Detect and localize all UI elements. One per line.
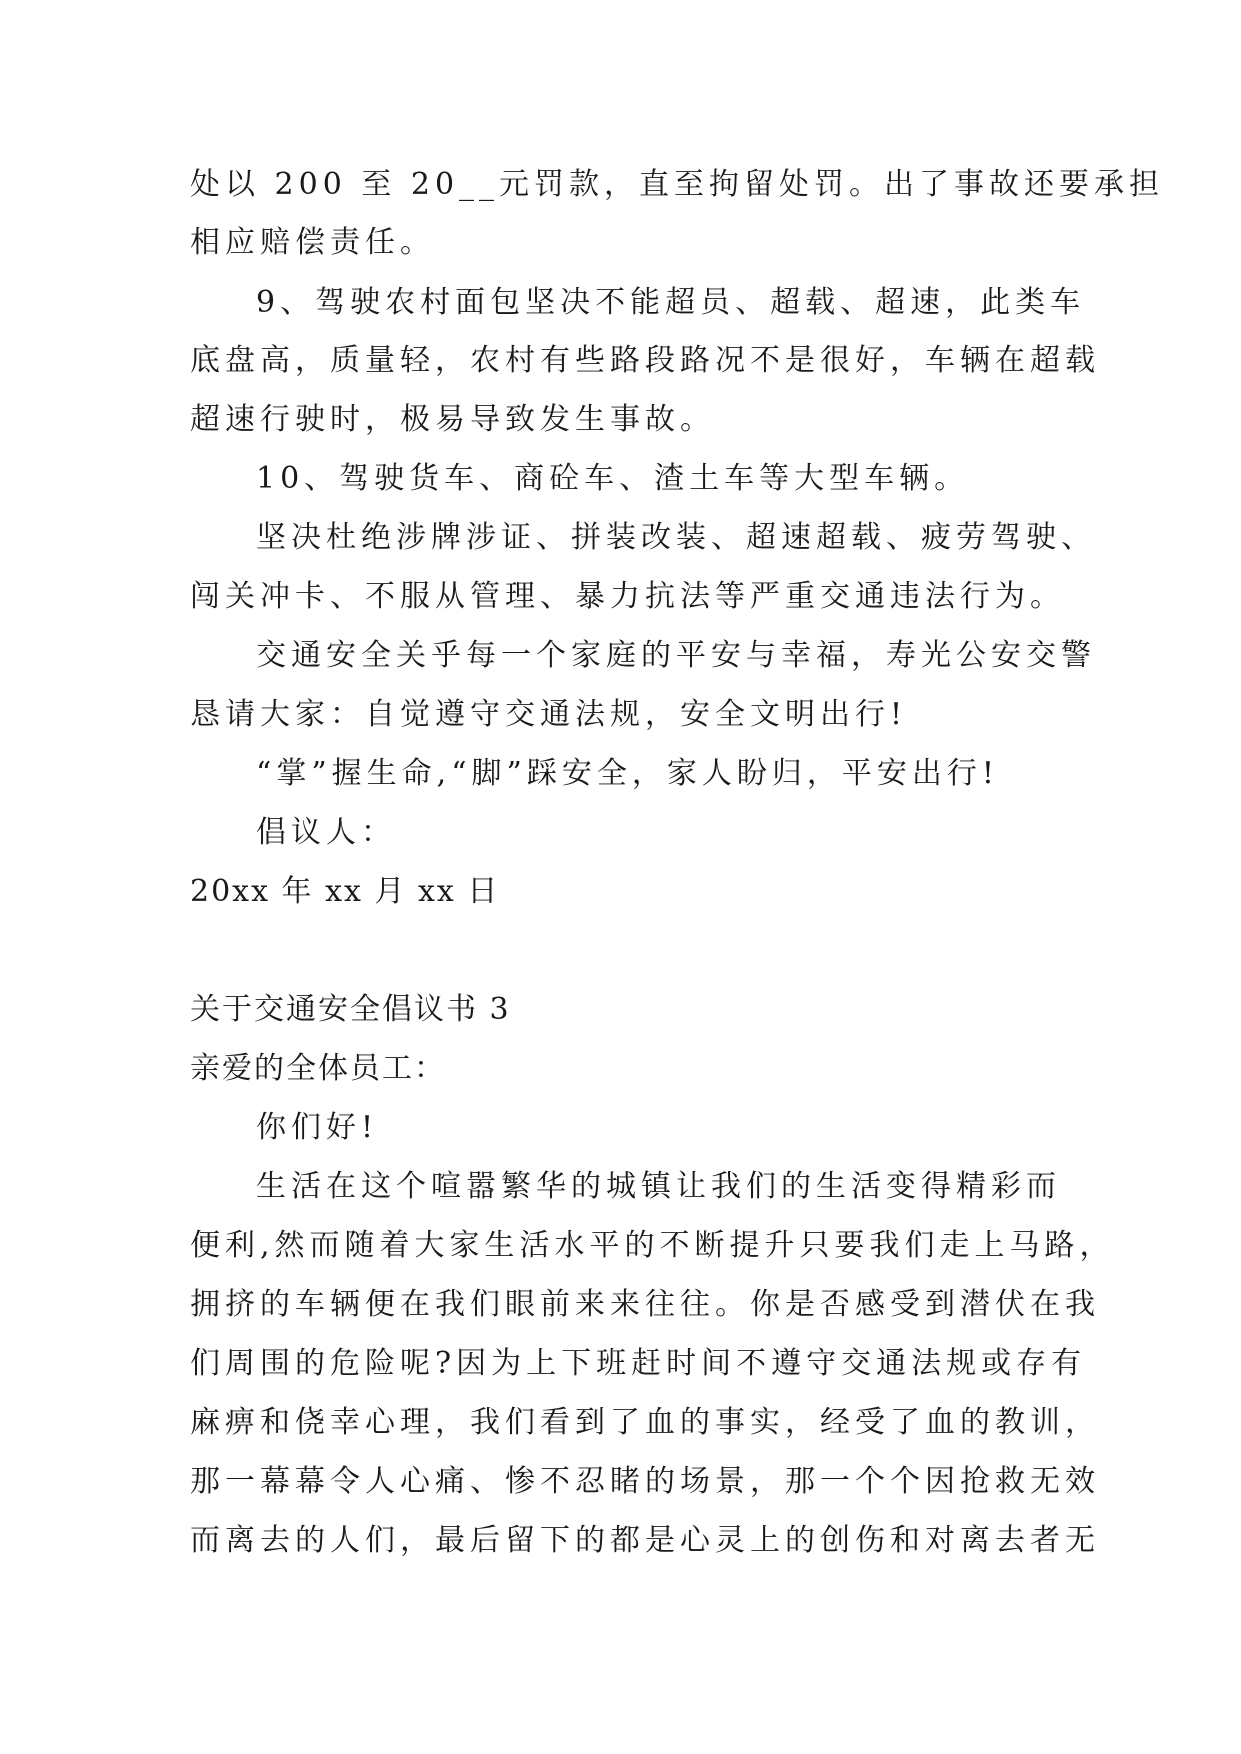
paragraph-line: 生活在这个喧嚣繁华的城镇让我们的生活变得精彩而 xyxy=(256,1169,1061,1204)
paragraph-line: 超速行驶时，极易导致发生事故。 xyxy=(190,402,715,437)
paragraph-line: 坚决杜绝涉牌涉证、拼装改装、超速超载、疲劳驾驶、 xyxy=(256,520,1096,555)
slogan-line: “掌”握生命,“脚”踩安全，家人盼归，平安出行! xyxy=(256,756,999,791)
paragraph-line: 闯关冲卡、不服从管理、暴力抗法等严重交通违法行为。 xyxy=(190,579,1065,614)
paragraph-line: 便利,然而随着大家生活水平的不断提升只要我们走上马路， xyxy=(190,1228,1115,1263)
paragraph-line: 处以 200 至 20__元罚款，直至拘留处罚。出了事故还要承担 xyxy=(190,167,1165,202)
salutation: 亲爱的全体员工： xyxy=(190,1051,446,1086)
paragraph-line: 而离去的人们，最后留下的都是心灵上的创伤和对离去者无 xyxy=(190,1523,1100,1558)
paragraph-line: 10、驾驶货车、商砼车、渣土车等大型车辆。 xyxy=(256,461,970,496)
paragraph-line: 麻痹和侥幸心理，我们看到了血的事实，经受了血的教训， xyxy=(190,1405,1100,1440)
paragraph-line: 那一幕幕令人心痛、惨不忍睹的场景，那一个个因抢救无效 xyxy=(190,1464,1100,1499)
paragraph-line: 9、驾驶农村面包坚决不能超员、超载、超速，此类车 xyxy=(256,285,1086,320)
section-title: 关于交通安全倡议书 3 xyxy=(190,992,511,1027)
paragraph-line: 相应赔偿责任。 xyxy=(190,225,435,260)
signatory-label: 倡议人： xyxy=(256,815,396,850)
paragraph-line: 底盘高，质量轻，农村有些路段路况不是很好，车辆在超载 xyxy=(190,343,1100,378)
date-line: 20xx 年 xx 月 xx 日 xyxy=(190,874,500,909)
paragraph-line: 交通安全关乎每一个家庭的平安与幸福，寿光公安交警 xyxy=(256,638,1096,673)
paragraph-line: 们周围的危险呢?因为上下班赶时间不遵守交通法规或存有 xyxy=(190,1346,1087,1381)
paragraph-line: 拥挤的车辆便在我们眼前来来往往。你是否感受到潜伏在我 xyxy=(190,1287,1100,1322)
greeting: 你们好! xyxy=(256,1110,379,1145)
paragraph-line: 恳请大家：自觉遵守交通法规，安全文明出行! xyxy=(190,697,908,732)
